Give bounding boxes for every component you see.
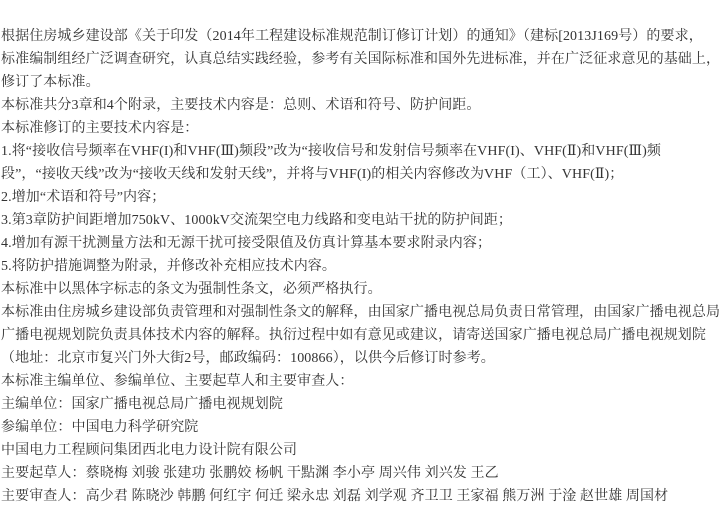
revision-item-2: 2.增加“术语和符号”内容； [1, 190, 166, 205]
intro-line-3: 修订了本标准。 [1, 75, 100, 90]
revision-item-3: 3.第3章防护间距增加750kV、1000kV交流架空电力线路和变电站干扰的防护间距； [1, 213, 513, 228]
management-line-1: 本标准由住房城乡建设部负责管理和对强制性条文的解释，由国家广播电视总局负责日常管理，由国家广播电视总局 [1, 305, 720, 320]
management-line-2: 广播电视规划院负责具体技术内容的解释。执衍过程中如有意见或建议，请寄送国家广播电视总局广播电视规划院 [1, 328, 706, 343]
units-heading-line: 本标准主编单位、参编单位、主要起草人和主要审查人： [1, 374, 354, 389]
participating-unit-line-2: 中国电力工程顾问集团西北电力设计院有限公司 [1, 443, 298, 458]
mandatory-clause-line: 本标准中以黑体字标志的条文为强制性条文，必须严格执行。 [1, 282, 382, 297]
revision-item-4: 4.增加有源干扰测量方法和无源干扰可接受限值及仿真计算基本要求附录内容； [1, 236, 492, 251]
intro-line-2: 标准编制组经广泛调查研究，认真总结实践经验，参考有关国际标准和国外先进标准，并在广泛征求意见的基础上， [1, 52, 720, 67]
revision-heading-line: 本标准修订的主要技术内容是： [1, 121, 199, 136]
revision-item-1-line-1: 1.将“接收信号频率在VHF(I)和VHF(Ⅲ)频段”改为“接收信号和发射信号频率在VHF(I)、VHF(Ⅱ)和VHF(Ⅲ)频 [1, 144, 661, 159]
contents-summary-line: 本标准共分3章和4个附录，主要技术内容是：总则、术语和符号、防护间距。 [1, 98, 481, 113]
address-line: （地址：北京市复兴门外大街2号，邮政编码：100866），以供今后修订时参考。 [1, 351, 495, 366]
reviewers-line: 主要审查人：高少君 陈晓沙 韩鹏 何红宇 何迁 梁永忠 刘磊 刘学观 齐卫卫 王家福 熊万洲 于淦 赵世雄 周国材 [1, 489, 669, 504]
participating-unit-line: 参编单位：中国电力科学研究院 [1, 420, 199, 435]
chief-editor-unit-line: 主编单位：国家广播电视总局广播电视规划院 [1, 397, 283, 412]
drafters-line: 主要起草人：蔡晓梅 刘骏 张建功 张鹏姣 杨帆 干點渊 李小亭 周兴伟 刘兴发 王乙 [1, 466, 499, 481]
revision-item-1-line-2: 段”，“接收天线”改为“接收天线和发射天线”，并将与VHF(I)的相关内容修改为VHF（工）、VHF(Ⅱ)； [1, 167, 624, 182]
intro-line-1: 根据住房城乡建设部《关于印发（2014年工程建设标准规范制订修订计划）的通知》（建标[2013J169号）的要求， [1, 29, 703, 44]
revision-item-5: 5.将防护措施调整为附录，并修改补充相应技术内容。 [1, 259, 336, 274]
